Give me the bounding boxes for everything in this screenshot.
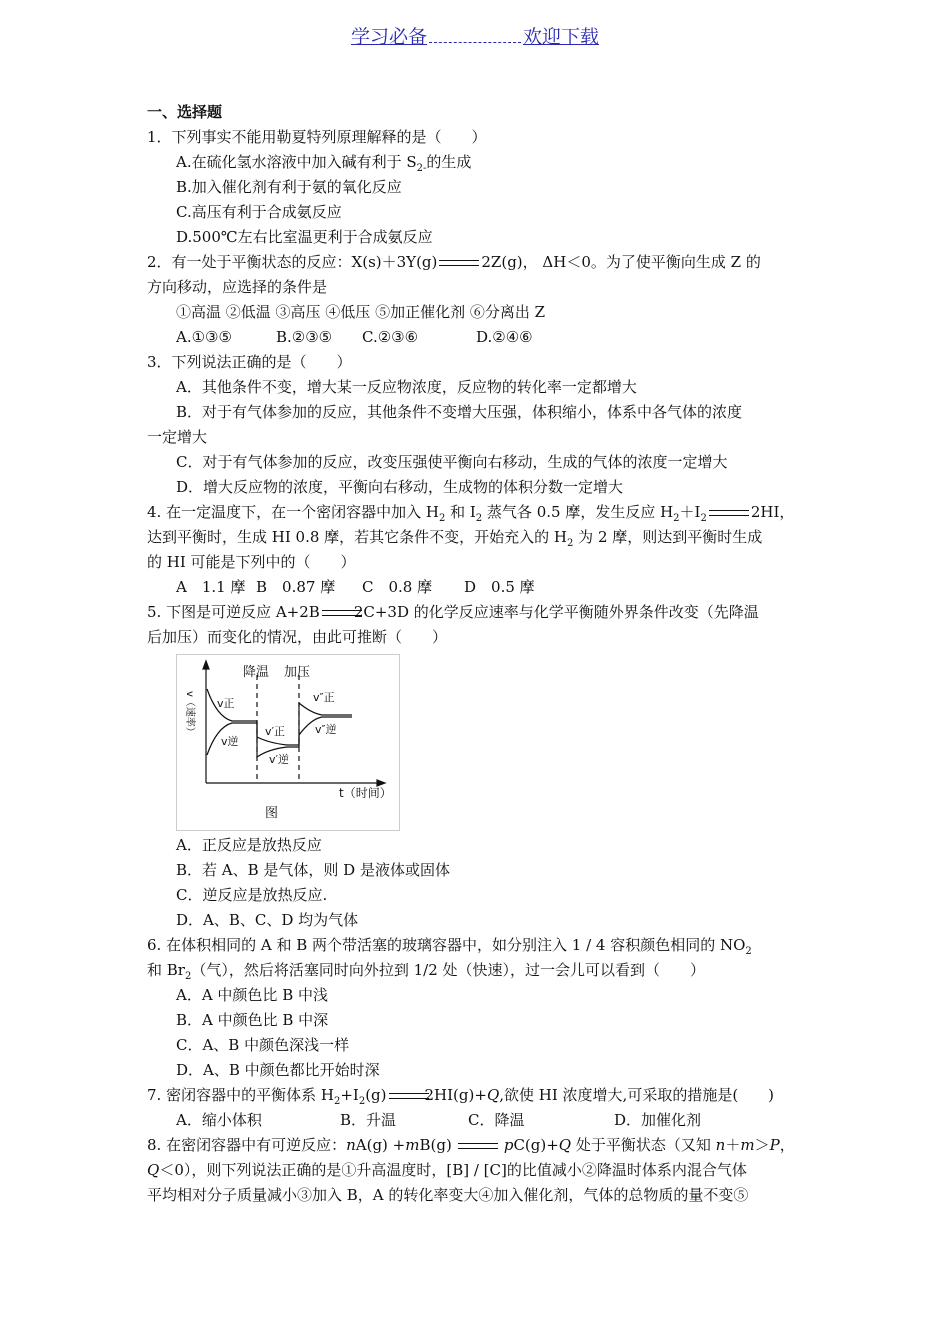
pressure-label: 加压 (284, 665, 311, 680)
q3-option-b-cont: 一定增大 (147, 428, 208, 446)
q4-stem-cont2: 的 HI 可能是下列中的（ ） (147, 553, 356, 571)
q5-option-c: C．逆反应是放热反应. (176, 886, 328, 904)
equilibrium-arrow-icon (389, 1091, 423, 1101)
equilibrium-arrow-icon (439, 258, 479, 268)
q6-option-b: B．A 中颜色比 B 中深 (176, 1011, 329, 1029)
q3-option-c: C．对于有气体参加的反应，改变压强使平衡向右移动，生成的气体的浓度一定增大 (176, 453, 728, 471)
q4-stem-cont: 达到平衡时，生成 HI 0.8 摩，若其它条件不变，开始充入的 $H_2$ 为 2 摩，则达到平衡时生成 (147, 528, 763, 549)
q7-stem: 7. 密闭容器中的平衡体系 $H_2+I_2(g)$ 2HI(g)+Q,欲使 HI 浓度增大,可采取的措施是( ) (147, 1086, 775, 1107)
q8-stem-cont2: 平均相对分子质量减小③加入 B，A 的转化率变大④加入催化剂，气体的总物质的量不变⑤ (147, 1186, 749, 1204)
q6-option-c: C．A、B 中颜色深浅一样 (176, 1036, 350, 1054)
q1-stem: 1．下列事实不能用勒夏特列原理解释的是（ ） (147, 128, 487, 146)
q6-stem: 6. 在体积相同的 A 和 B 两个带活塞的玻璃容器中，如分别注入 1 / 4 容积颜色相同的 $NO_2$ (147, 936, 752, 957)
q5-stem-cont: 后加压）而变化的情况，由此可推断（ ） (147, 628, 448, 646)
header-left: 学习必备 (350, 26, 427, 48)
y-axis-arrow-icon (203, 661, 209, 669)
q6-option-d: D．A、B 中颜色都比开始时深 (176, 1061, 380, 1079)
equilibrium-arrow-icon (709, 508, 749, 518)
figure-caption: 图 (265, 806, 279, 821)
q1-option-a: A.在硫化氢水溶液中加入碱有利于 $S_{2-}$的生成 (176, 153, 472, 174)
v-reverse-label: v逆 (221, 735, 239, 748)
y-axis-label: v（速率） (184, 691, 195, 737)
rate-time-graph (177, 655, 399, 830)
v-reverse3-label: v″逆 (315, 723, 337, 736)
q3-option-a: A．其他条件不变，增大某一反应物浓度，反应物的转化率一定都增大 (176, 378, 637, 396)
q3-stem: 3．下列说法正确的是（ ） (147, 353, 352, 371)
q3-option-b: B．对于有气体参加的反应，其他条件不变增大压强，体积缩小，体系中各气体的浓度 (176, 403, 743, 421)
q1-option-d: D.500℃左右比室温更利于合成氨反应 (176, 228, 433, 246)
q5-option-a: A．正反应是放热反应 (176, 836, 322, 854)
header-right: 欢迎下载 (523, 26, 600, 48)
v-reverse2-label: v′逆 (269, 753, 290, 766)
q6-option-a: A．A 中颜色比 B 中浅 (176, 986, 328, 1004)
q1-option-b: B.加入催化剂有利于氨的氧化反应 (176, 178, 402, 196)
q1-option-c: C.高压有利于合成氨反应 (176, 203, 342, 221)
q5-option-d: D．A、B、C、D 均为气体 (176, 911, 359, 929)
equilibrium-arrow-icon (458, 1141, 498, 1151)
document-body (147, 100, 815, 1208)
q6-stem-cont: 和 $Br_2$（气），然后将活塞同时向外拉到 1/2 处（快速），过一会儿可以看到（ ） (147, 961, 706, 982)
q4-stem: 4. 在一定温度下，在一个密闭容器中加入 $H_2$ 和 $I_2$ 蒸气各 0.5 摩，发生反应 $H_2+I_2$ 2HI， (147, 503, 795, 524)
v-forward2-label: v′正 (265, 725, 286, 738)
q5-option-b: B．若 A、B 是气体，则 D 是液体或固体 (176, 861, 450, 879)
q5-stem: 5. 下图是可逆反应 A+2B 2C+3D 的化学反应速率与化学平衡随外界条件改变（先降温 (147, 603, 759, 621)
q8-stem: 8. 在密闭容器中有可逆反应：nA(g) +mB(g) pC(g)+Q 处于平衡状态（又知 n＋m＞P， (147, 1136, 795, 1154)
cooling-label: 降温 (243, 665, 270, 680)
equilibrium-arrow-icon (322, 608, 352, 618)
q2-stem: 2．有一处于平衡状态的反应：X(s)＋3Y(g) 2Z(g)， ΔH＜0。为了使平衡向生成 Z 的 (147, 253, 761, 271)
x-axis-label: t（时间） (339, 786, 392, 800)
q7-options: A．缩小体积 B．升温 C．降温 D．加催化剂 (176, 1111, 702, 1129)
q3-option-d: D．增大反应物的浓度，平衡向右移动，生成物的体积分数一定增大 (176, 478, 624, 496)
section-title: 一、选择题 (147, 103, 223, 121)
v-forward-label: v正 (217, 697, 235, 710)
q4-options: A 1.1 摩 B 0.87 摩 C 0.8 摩 D 0.5 摩 (176, 578, 535, 596)
rate-time-figure (176, 654, 400, 831)
header-dash (429, 28, 521, 43)
q2-options: A.①③⑤ B.②③⑤ C.②③⑥ D.②④⑥ (176, 328, 533, 346)
page-header (0, 22, 950, 49)
q2-stem-cont: 方向移动，应选择的条件是 (147, 278, 328, 296)
v-forward3-label: v″正 (313, 691, 335, 704)
q8-stem-cont: Q＜0），则下列说法正确的是①升高温度时，[B] / [C]的比值减小②降温时体系内混合气体 (147, 1161, 747, 1179)
q2-conditions: ①高温 ②低温 ③高压 ④低压 ⑤加正催化剂 ⑥分离出 Z (176, 303, 546, 321)
